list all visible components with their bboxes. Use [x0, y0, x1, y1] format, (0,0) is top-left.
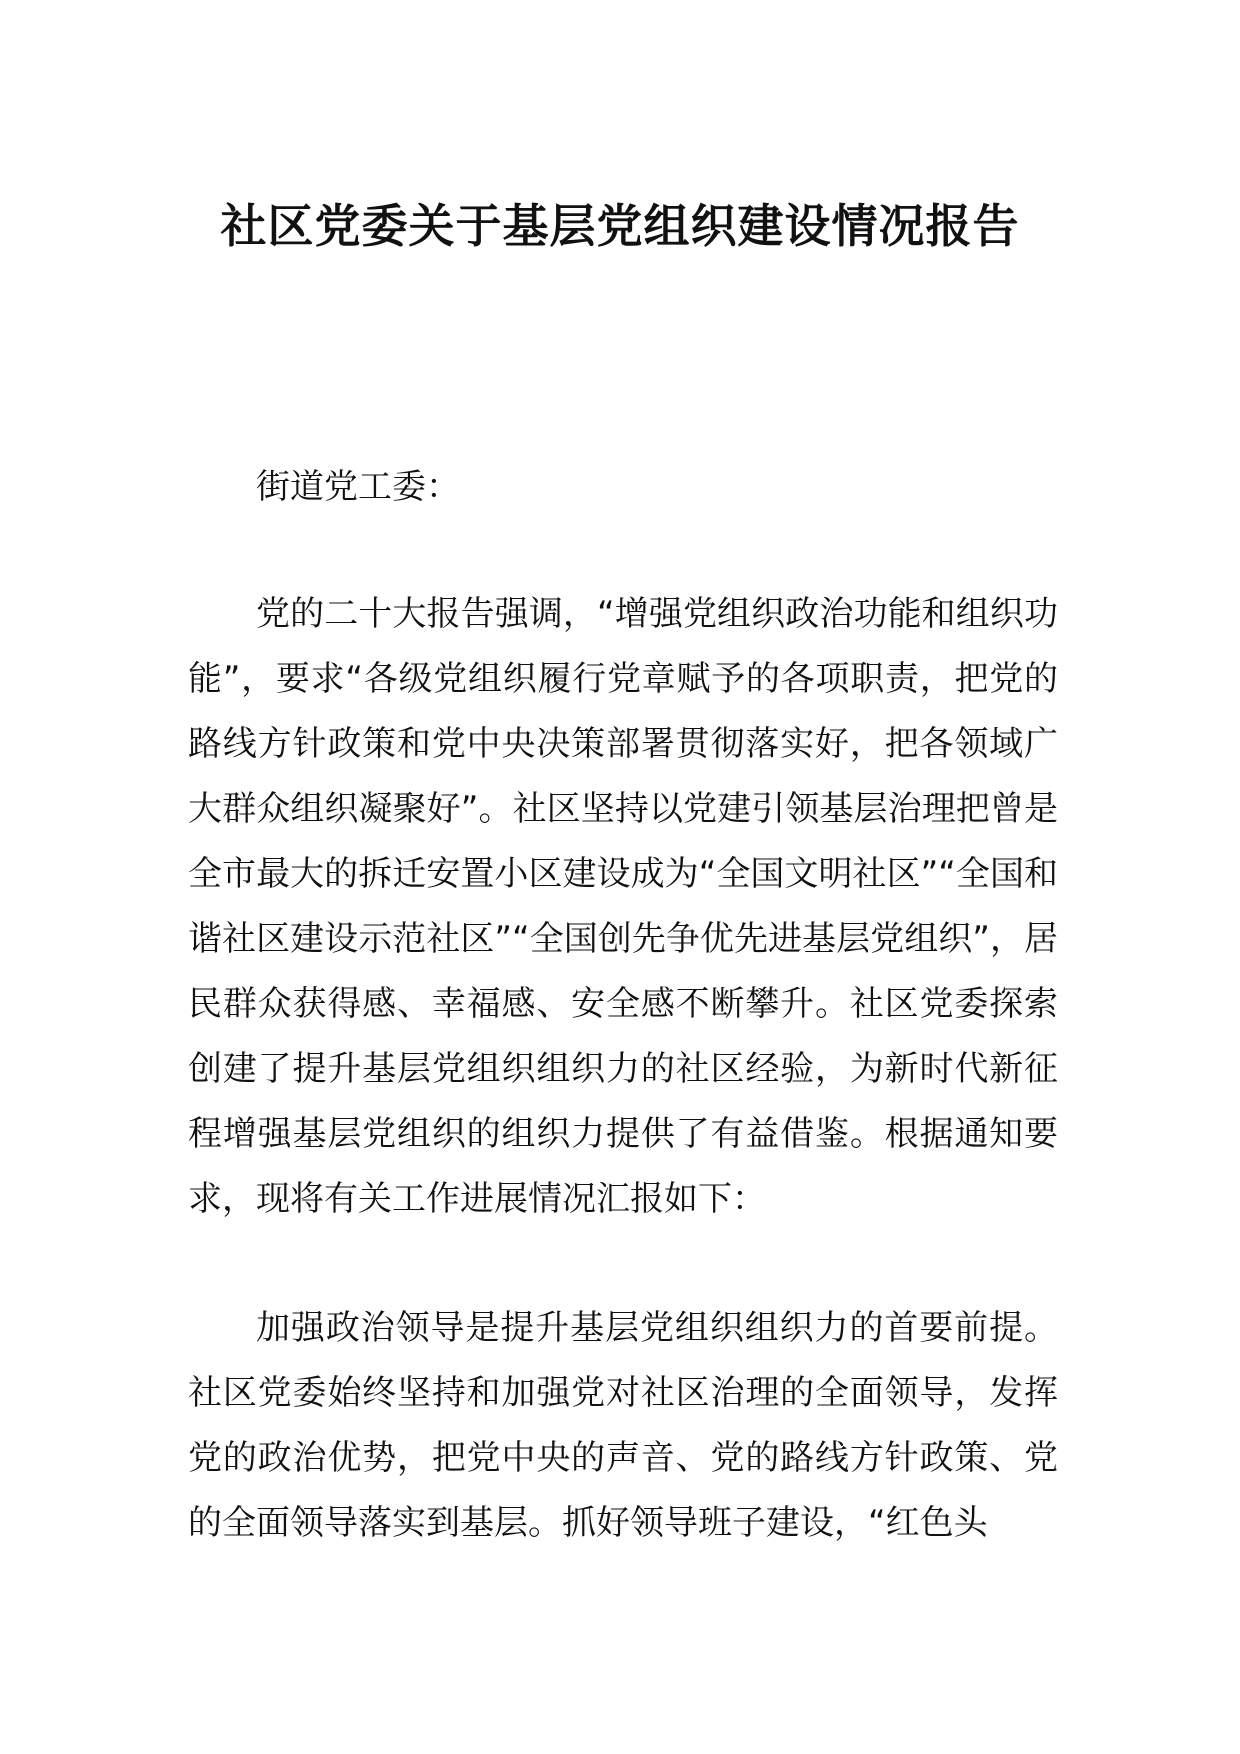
- paragraph-1: 党的二十大报告强调，“增强党组织政治功能和组织功能”，要求“各级党组织履行党章赋予的各项职责，把党的路线方针政策和党中央决策部署贯彻落实好，把各领域广大群众组织凝聚好”。社区坚持以党建引领基层治理把曾是全市最大的拆迁安置小区建设成为“全国文明社区”“全国和谐社区建设示范社区”“全国创先争优先进基层党组织”，居民群众获得感、幸福感、安全感不断攀升。社区党委探索创建了提升基层党组织组织力的社区经验，为新时代新征程增强基层党组织的组织力提供了有益借鉴。根据通知要求，现将有关工作进展情况汇报如下：: [188, 594, 1058, 1219]
- salutation: 街道党工委：: [256, 467, 460, 507]
- document-title: 社区党委关于基层党组织建设情况报告: [220, 199, 1020, 253]
- paragraph-2: 加强政治领导是提升基层党组织组织力的首要前提。社区党委始终坚持和加强党对社区治理的全面领导，发挥党的政治优势，把党中央的声音、党的路线方针政策、党的全面领导落实到基层。抓好领导班子建设，“红色头: [188, 1308, 1058, 1543]
